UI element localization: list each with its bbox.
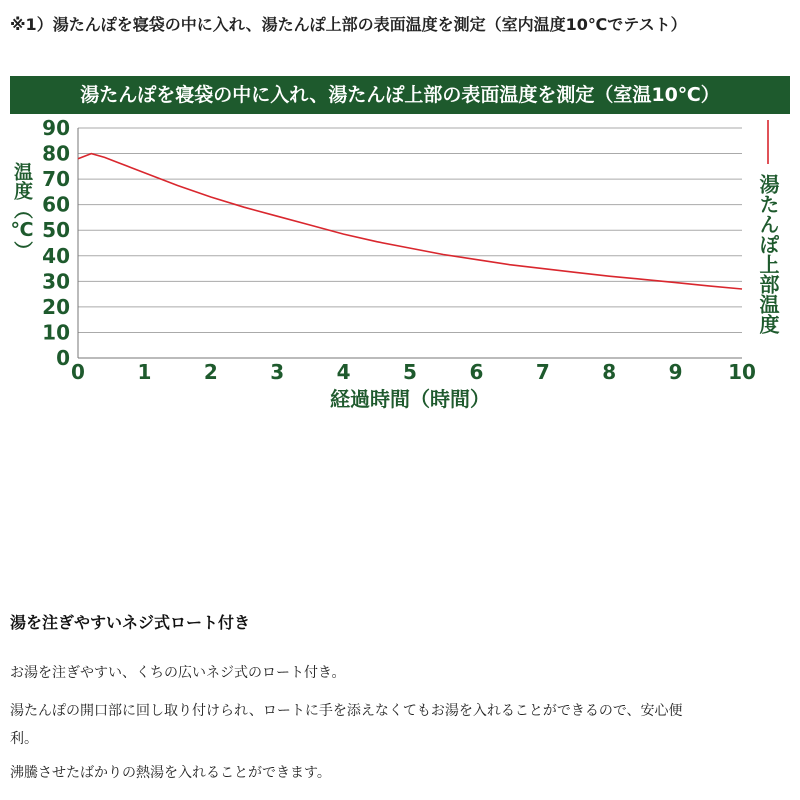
y-tick-label: 80 xyxy=(42,141,70,166)
x-tick-label: 2 xyxy=(203,360,218,384)
paragraph-1: お湯を注ぎやすい、くちの広いネジ式のロート付き。 xyxy=(10,665,346,681)
y-tick-label: 20 xyxy=(42,294,70,319)
y-tick-label: 60 xyxy=(42,192,70,217)
x-tick-label: 10 xyxy=(728,360,756,384)
section-title: 湯を注ぎやすいネジ式ロート付き xyxy=(10,613,251,632)
x-axis-label: 経過時間（時間） xyxy=(330,387,490,411)
x-tick-label: 4 xyxy=(336,360,351,384)
x-tick-label: 8 xyxy=(602,360,617,384)
x-tick-label: 7 xyxy=(535,360,550,384)
x-tick-label: 0 xyxy=(71,360,85,384)
y-axis-label: 温度（℃） xyxy=(11,162,33,260)
series-line-top-temperature xyxy=(78,154,742,289)
y-tick-label: 50 xyxy=(42,218,70,243)
y-tick-label: 10 xyxy=(42,320,70,345)
chart-title-banner: 湯たんぽを寝袋の中に入れ、湯たんぽ上部の表面温度を測定（室温10℃） xyxy=(10,76,790,114)
y-tick-label: 40 xyxy=(42,243,70,268)
y-tick-label: 30 xyxy=(42,269,70,294)
paragraph-2-cont: 利。 xyxy=(10,731,38,747)
footnote: ※1）湯たんぽを寝袋の中に入れ、湯たんぽ上部の表面温度を測定（室内温度10℃でテスト） xyxy=(10,15,687,34)
y-tick-label: 0 xyxy=(56,346,70,370)
x-tick-label: 1 xyxy=(137,360,152,384)
temperature-line-chart xyxy=(0,118,800,418)
x-tick-label: 3 xyxy=(270,360,285,384)
paragraph-2: 湯たんぽの開口部に回し取り付けられ、ロートに手を添えなくてもお湯を入れることができるので、安心便 xyxy=(10,703,683,719)
paragraph-3: 沸騰させたばかりの熱湯を入れることができます。 xyxy=(10,765,331,781)
y-tick-label: 70 xyxy=(42,167,70,192)
legend-label: 湯たんぽ上部温度 xyxy=(756,174,780,334)
x-tick-label: 5 xyxy=(403,360,417,384)
x-tick-label: 6 xyxy=(469,360,484,384)
x-tick-label: 9 xyxy=(668,360,683,384)
y-tick-label: 90 xyxy=(42,118,70,140)
